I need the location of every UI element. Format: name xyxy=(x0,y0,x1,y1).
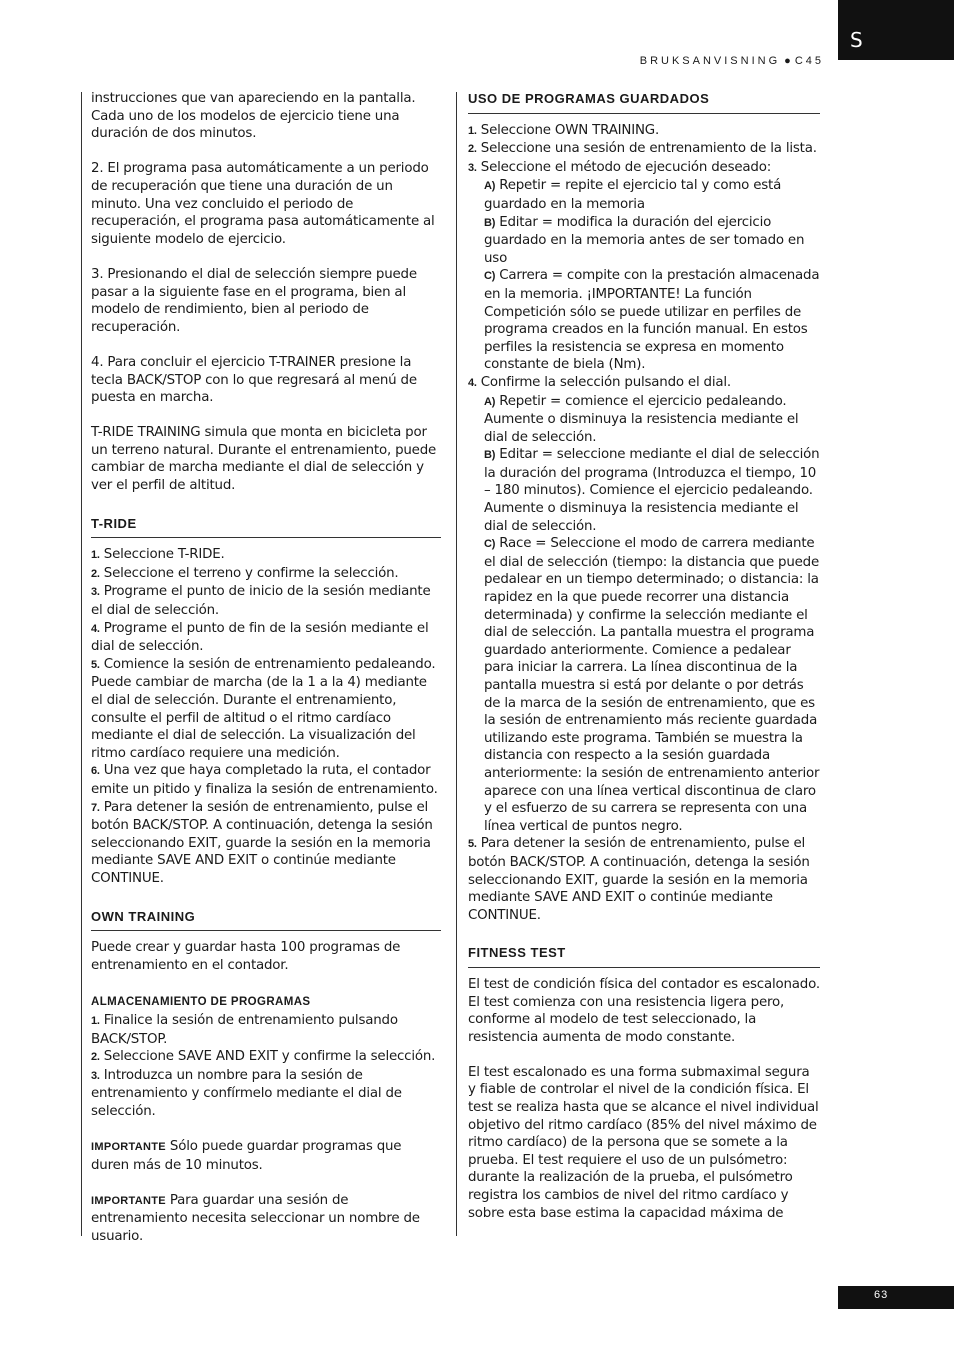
own-training-text: Puede crear y guardar hasta 100 programas de entrenamiento en el contador. xyxy=(91,940,401,973)
storage-heading: ALMACENAMIENTO DE PROGRAMAS xyxy=(91,996,311,1009)
intro-paragraph: 4. Para concluir el ejercicio T-TRAINER presione la tecla BACK/STOP con lo que regresará al menú de puesta en marcha. xyxy=(91,354,417,406)
list-item: 1. Seleccione OWN TRAINING. xyxy=(468,122,660,138)
manual-title: BRUKSANVISNING xyxy=(639,55,781,67)
intro-paragraph: 3. Presionando el dial de selección siempre puede pasar a la siguiente fase en el programa, bien al modelo de rendimiento, bien al periodo de recuperación. xyxy=(91,266,417,335)
list-item: 4. Confirme la selección pulsando el dial. A) Repetir = comience el ejercicio pedaleando. Aumente o disminuya la resistencia mediante el dial de selección. B) Editar = seleccione mediante el dial de selección la duración del programa (Introduzca el tiempo, 10 – 180 minutos). Comience el ejercicio pedaleando. Aumente o disminuya la resistencia mediante el dial de selección. C) Race = Seleccione el modo de carrera mediante el dial de selección (tiempo: la distancia que puede pedalear en un tiempo determinado; o distancia: la rapidez en la que puede recorrer una distancia determinada) y confirme la selección mediante el dial de selección. La pantalla muestra el programa guardado anteriormente. Comience a pedalear para iniciar la carrera. La línea discontinua de la pantalla muestra si está por delante o por detrás de la marca de la sesión de entrenamiento, que es la sesión de entrenamiento más reciente guardada utilizando este programa. También se muestra la distancia con respecto a la sesión guardada anteriormente: la sesión de entrenamiento anterior aparece con una línea vertical discontinua de claro y el esfuerzo de su carrera se representa con una línea vertical de puntos negro. xyxy=(468,374,820,834)
intro-paragraph: instrucciones que van apareciendo en la pantalla. Cada uno de los modelos de ejercicio tiene una duración de dos minutos. xyxy=(91,91,416,142)
own-training-heading: OWN TRAINING xyxy=(91,908,441,932)
section-tab xyxy=(838,0,954,60)
list-item: 2. Seleccione el terreno y confirme la selección. xyxy=(91,565,399,581)
intro-paragraph: T-RIDE TRAINING simula que monta en bicicleta por un terreno natural. Durante el entrenamiento, puede cambiar de marcha mediante el dial de selección y ver el perfil de altitud. xyxy=(91,425,437,494)
important-note: IMPORTANTE Para guardar una sesión de entrenamiento necesita seleccionar un nombre de usuario. xyxy=(91,1192,420,1245)
important-note: IMPORTANTE Sólo puede guardar programas que duren más de 10 minutos. xyxy=(91,1139,402,1173)
page-number: 63 xyxy=(874,1289,889,1301)
list-item: 6. Una vez que haya completado la ruta, el contador emite un pitido y finaliza la sesión de entrenamiento. xyxy=(91,763,438,797)
list-item: 1. Seleccione T-RIDE. xyxy=(91,547,225,563)
list-item: 4. Programe el punto de fin de la sesión mediante el dial de selección. xyxy=(91,620,429,655)
list-item: 3. Programe el punto de inicio de la sesión mediante el dial de selección. xyxy=(91,584,431,619)
saved-steps xyxy=(468,122,820,925)
right-column xyxy=(468,90,820,1222)
list-item: 2. Seleccione una sesión de entrenamiento de la lista. xyxy=(468,141,817,157)
tride-heading: T-RIDE xyxy=(91,515,441,539)
running-header xyxy=(640,55,824,67)
list-item: 7. Para detener la sesión de entrenamiento, pulse el botón BACK/STOP. A continuación, detenga la sesión seleccionando EXIT, guarde la sesión en la memoria mediante SAVE AND EXIT o continúe mediante CONTINUE. xyxy=(91,799,433,886)
right-column-rule xyxy=(456,92,457,1236)
tride-steps xyxy=(91,546,441,887)
list-item: 5. Para detener la sesión de entrenamiento, pulse el botón BACK/STOP. A continuación, detenga la sesión seleccionando EXIT, guarde la sesión en la memoria mediante SAVE AND EXIT o continúe mediante CONTINUE. xyxy=(468,836,810,923)
sub-item: A) Repetir = comience el ejercicio pedaleando. Aumente o disminuya la resistencia mediante el dial de selección. xyxy=(484,393,799,445)
sub-item: A) Repetir = repite el ejercicio tal y como está guardado en la memoria xyxy=(484,178,782,212)
left-column xyxy=(91,90,441,1263)
sub-item: B) Editar = seleccione mediante el dial de selección la duración del programa (Introduzca el tiempo, 10 – 180 minutos). Comience el ejercicio pedaleando. Aumente o disminuya la resistencia mediante el dial de selección. xyxy=(484,447,820,534)
intro-paragraph: 2. El programa pasa automáticamente a un periodo de recuperación que tiene una duración de un minuto. Una vez concluido el periodo de recuperación, el programa pasa automáticamente al siguiente modelo de ejercicio. xyxy=(91,161,435,247)
list-item: 2. Seleccione SAVE AND EXIT y confirme la selección. xyxy=(91,1049,436,1065)
list-item: 3. Seleccione el método de ejecución deseado: A) Repetir = repite el ejercicio tal y como está guardado en la memoria B) Editar = modifica la duración del ejercicio guardado en la memoria antes de ser tomado en uso C) Carrera = compite con la prestación almacenada en la memoria. ¡IMPORTANTE! La función Competición sólo se puede utilizar en perfiles de programa creados en la función manual. En estos perfiles la resistencia se expresa en momento constante de biela (Nm). xyxy=(468,159,820,373)
list-item: 5. Comience la sesión de entrenamiento pedaleando. Puede cambiar de marcha (de la 1 a la 4) mediante el dial de selección. Durante el entrenamiento, consulte el perfil de altitud o el ritmo cardíaco mediante el dial de selección. La visualización del ritmo cardíaco requiere una medición. xyxy=(91,656,436,761)
page-number-box xyxy=(838,1286,954,1309)
fitness-paragraph: El test escalonado es una forma submaximal segura y fiable de controlar el nivel de la condición física. El test se realiza hasta que se alcance el nivel individual objetivo del ritmo cardíaco (85% del nivel máximo de ritmo cardíaco) de la persona que se somete a la prueba. El test requiere el uso de un pulsómetro: durante la realización de la prueba, el pulsómetro registra los cambios de nivel del ritmo cardíaco y sobre esta base estima la capacidad máxima de xyxy=(468,1064,819,1221)
list-item: 1. Finalice la sesión de entrenamiento pulsando BACK/STOP. xyxy=(91,1012,398,1047)
header-bullet-icon: ● xyxy=(784,55,791,67)
list-item: 3. Introduzca un nombre para la sesión de entrenamiento y confírmelo mediante el dial de selección. xyxy=(91,1067,402,1119)
section-letter: S xyxy=(850,28,863,52)
saved-programs-heading: USO DE PROGRAMAS GUARDADOS xyxy=(468,90,820,114)
sub-item: C) Carrera = compite con la prestación almacenada en la memoria. ¡IMPORTANTE! La función Competición sólo se puede utilizar en perfiles de programa creados en la función manual. En estos perfiles la resistencia se expresa en momento constante de biela (Nm). xyxy=(484,268,820,373)
sub-item: C) Race = Seleccione el modo de carrera mediante el dial de selección (tiempo: la distancia que puede pedalear en un tiempo determinado; o distancia: la rapidez en la que puede recorrer una distancia determinada) y confirme la selección mediante el dial de selección. La pantalla muestra el programa guardado anteriormente. Comience a pedalear para iniciar la carrera. La línea discontinua de la pantalla muestra si está por delante o por detrás de la marca de la sesión de entrenamiento, que es la sesión de entrenamiento más reciente guardada utilizando este programa. También se muestra la distancia con respecto a la sesión guardada anteriormente: la sesión de entrenamiento anterior aparece con una línea vertical discontinua de claro y el esfuerzo de su carrera se representa con una línea vertical de puntos negro. xyxy=(484,536,820,834)
fitness-paragraph: El test de condición física del contador es escalonado. El test comienza con una resistencia ligera pero, conforme al modelo de test seleccionado, la resistencia aumenta de modo constante. xyxy=(468,976,820,1045)
model-name: C45 xyxy=(794,55,824,67)
left-column-rule xyxy=(81,92,82,1236)
sub-item: B) Editar = modifica la duración del ejercicio guardado en la memoria antes de ser tomado en uso xyxy=(484,214,805,266)
fitness-test-heading: FITNESS TEST xyxy=(468,944,820,968)
storage-steps xyxy=(91,1012,441,1121)
